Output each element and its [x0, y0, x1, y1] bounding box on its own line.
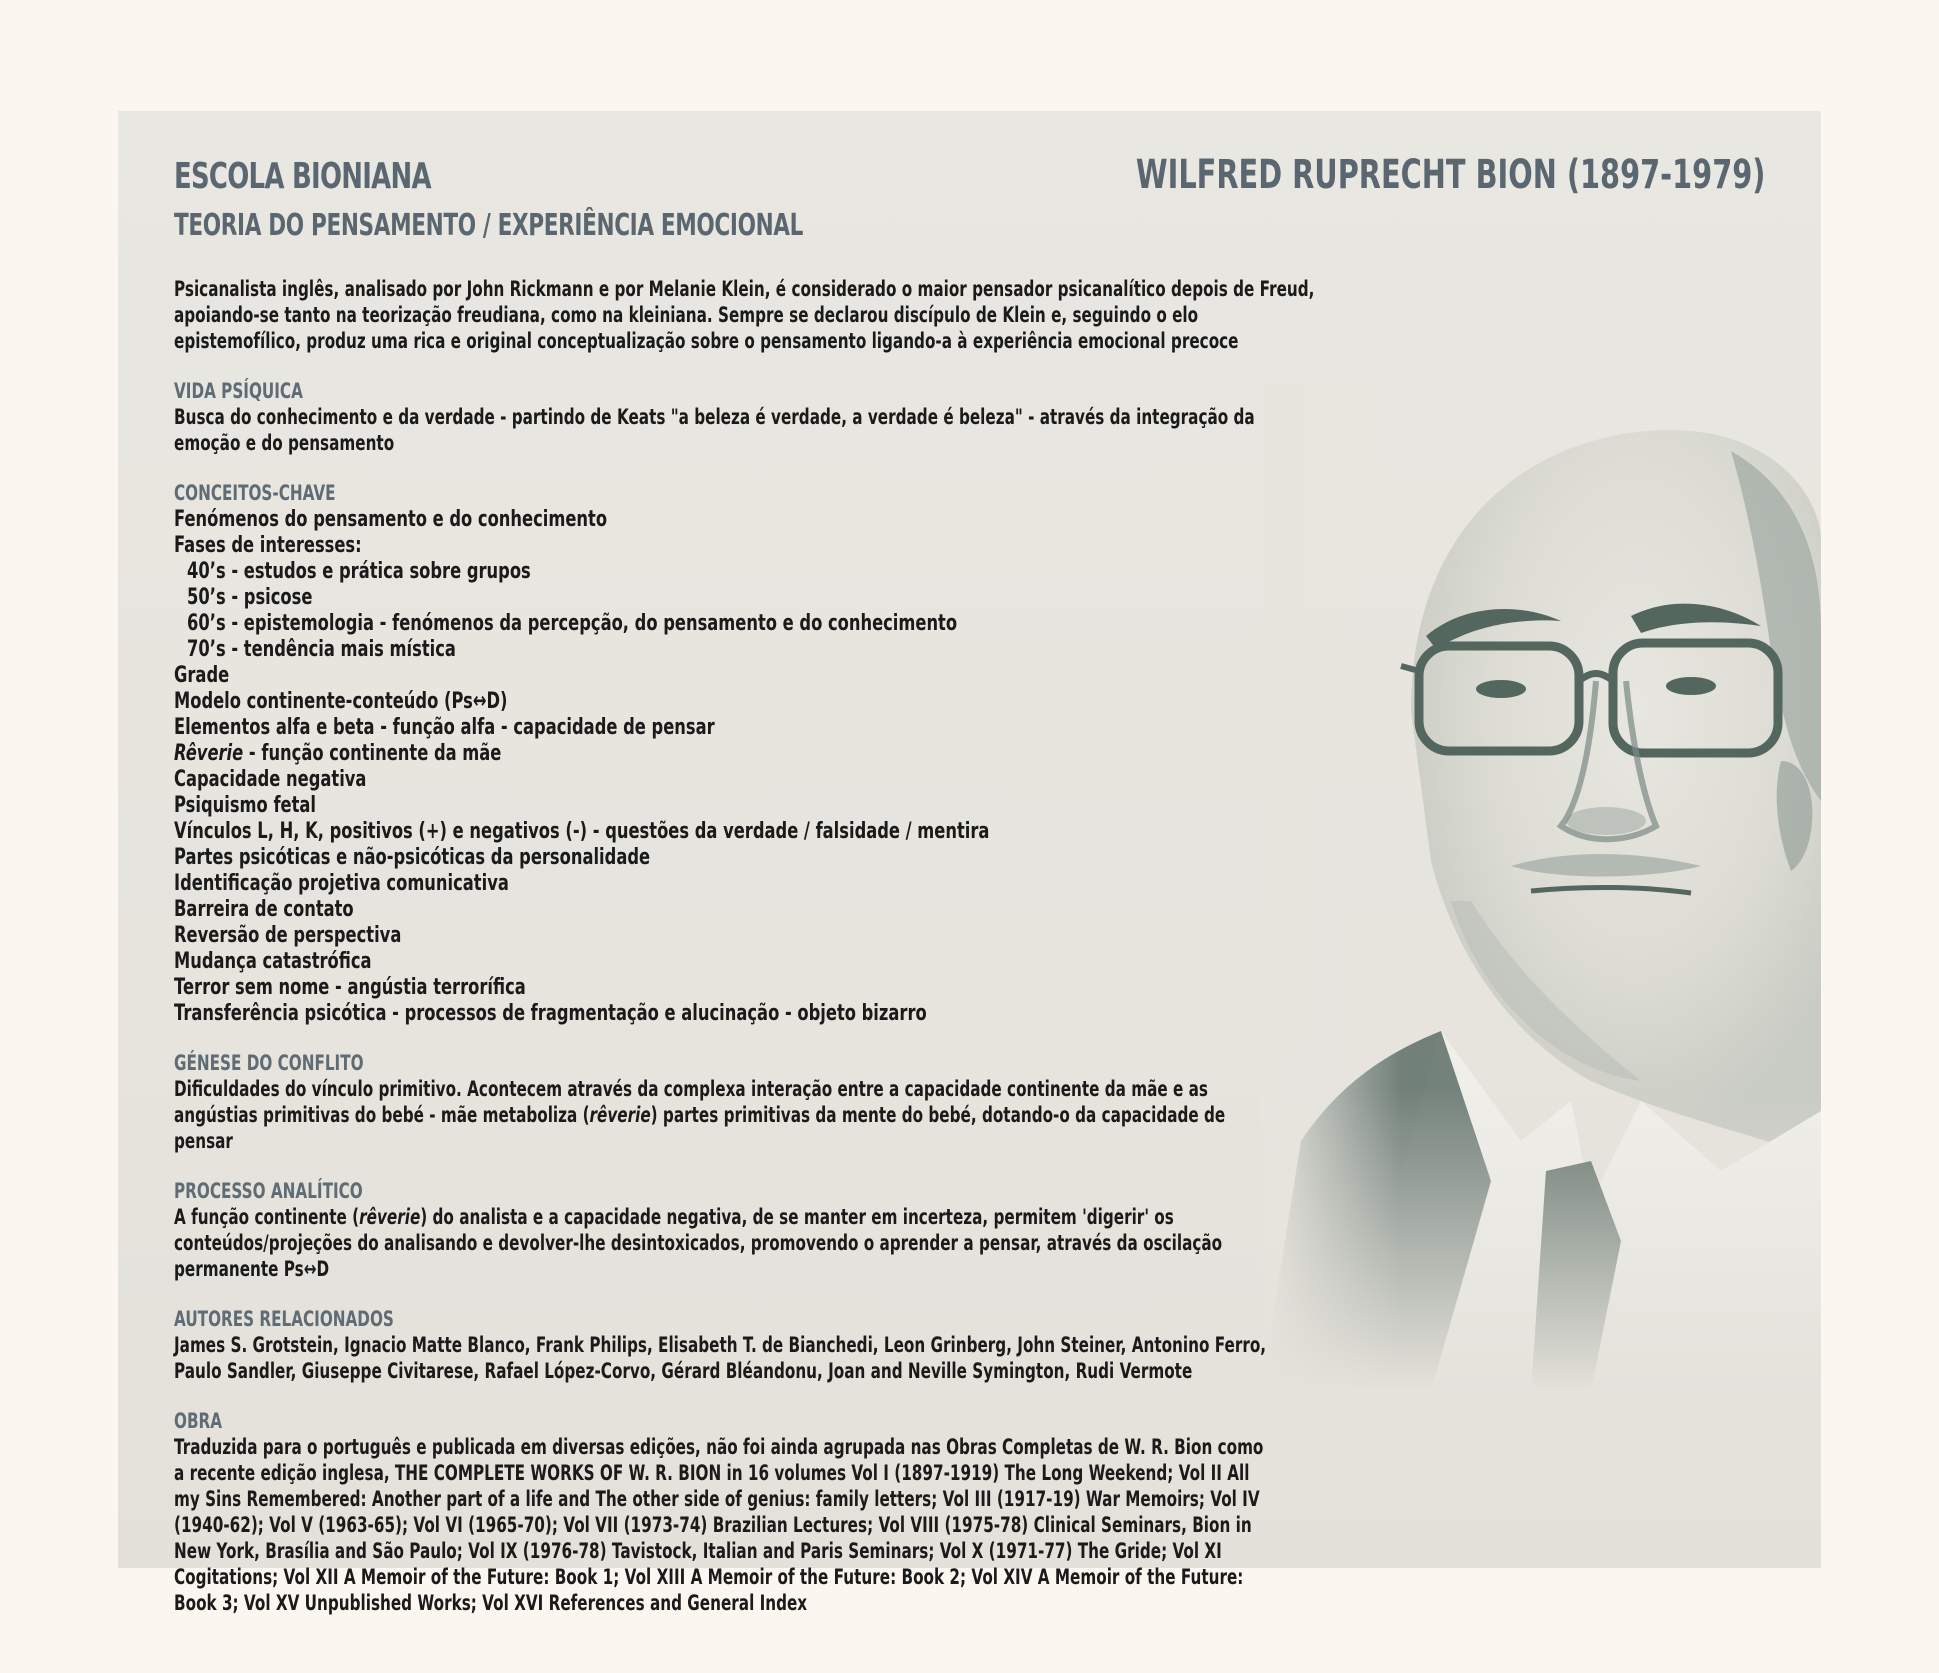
concept-list	[174, 506, 1276, 1026]
list-item: Capacidade negativa	[174, 766, 367, 792]
section-body: James S. Grotstein, Ignacio Matte Blanco, Frank Philips, Elisabeth T. de Bianchedi, Leon Grinberg, John Steiner, Antonino Ferro, Paulo Sandler, Giuseppe Civitarese, Rafael López-Corvo, Gérard Bléandonu, Joan and Neville Symington, Rudi Vermote	[174, 1333, 1267, 1383]
section-obra	[174, 1408, 1276, 1616]
section-title: GÉNESE DO CONFLITO	[174, 1051, 364, 1075]
section-title: AUTORES RELACIONADOS	[174, 1307, 394, 1331]
section-title: OBRA	[174, 1409, 223, 1433]
genese-reverie: rêverie	[589, 1103, 651, 1127]
section-title: VIDA PSÍQUICA	[174, 379, 303, 403]
list-item: Fases de interesses:	[174, 532, 362, 558]
list-item: Psiquismo fetal	[174, 792, 317, 818]
bion-portrait	[1261, 381, 1821, 1391]
list-item: Mudança catastrófica	[174, 948, 372, 974]
section-body: Traduzida para o português e publicada em diversas edições, não foi ainda agrupada nas Obras Completas de W. R. Bion como a recente edição inglesa, THE COMPLETE WORKS OF W. R. BION in 16 volumes Vol I (1897-1919) The Long Weekend; Vol II All my Sins Remembered: Another part of a life and The other side of genius: family letters; Vol III (1917-19) War Memoirs; Vol IV (1940-62); Vol V (1963-65); Vol VI (1965-70); Vol VII (1973-74) Brazilian Lectures; Vol VIII (1975-78) Clinical Seminars, Bion in New York, Brasília and São Paulo; Vol IX (1976-78) Tavistock, Italian and Paris Seminars; Vol X (1971-77) The Gride; Vol XI Cogitations; Vol XII A Memoir of the Future: Book 1; Vol XIII A Memoir of the Future: Book 2; Vol XIV A Memoir of the Future: Book 3; Vol XV Unpublished Works; Vol XVI References and General Index	[174, 1435, 1264, 1615]
genese-text-a: Dificuldades do vínculo primitivo. Acontecem através da complexa interação entre a capacidade continente da mãe e as angústias primitivas do bebé - mãe metaboliza (	[174, 1077, 1208, 1127]
processo-reverie: rêverie	[359, 1205, 421, 1229]
content-column	[174, 276, 1315, 1616]
reverie-desc: - função continente da mãe	[243, 740, 502, 766]
processo-text-b: ) do analista e a capacidade negativa, de se manter em incerteza, permitem 'digerir' os conteúdos/projeções do analisando e devolver-lhe desintoxicados, promovendo o aprender a pensar, através da oscilação permanente Ps↔D	[174, 1205, 1223, 1281]
section-processo-analitico	[174, 1178, 1276, 1282]
section-title: CONCEITOS-CHAVE	[174, 481, 336, 505]
list-item: Fenómenos do pensamento e do conhecimento	[174, 506, 608, 532]
theory-subtitle: TEORIA DO PENSAMENTO / EXPERIÊNCIA EMOCIONAL	[174, 208, 804, 243]
section-body	[174, 1076, 1276, 1154]
section-body	[174, 1204, 1276, 1282]
section-title: PROCESSO ANALÍTICO	[174, 1179, 363, 1203]
list-item: Grade	[174, 662, 230, 688]
author-name: WILFRED RUPRECHT BION (1897-1979)	[1135, 152, 1765, 198]
genese-text-b: ) partes primitivas da mente do bebé, dotando-o da capacidade de pensar	[174, 1103, 1226, 1153]
list-item: 40’s - estudos e prática sobre grupos	[187, 558, 531, 584]
bion-card	[118, 111, 1821, 1615]
list-item	[174, 740, 1276, 766]
reverie-term: Rêverie	[174, 740, 244, 766]
list-item: Elementos alfa e beta - função alfa - capacidade de pensar	[174, 714, 715, 740]
list-item: Partes psicóticas e não-psicóticas da personalidade	[174, 844, 651, 870]
processo-text-a: A função continente (	[174, 1205, 360, 1229]
list-item: 70’s - tendência mais mística	[187, 636, 456, 662]
list-item: Terror sem nome - angústia terrorífica	[174, 974, 526, 1000]
list-item: 50’s - psicose	[187, 584, 313, 610]
school-title: ESCOLA BIONIANA	[174, 156, 431, 197]
header-left	[174, 155, 1048, 245]
section-genese-conflito	[174, 1050, 1276, 1154]
list-item: Barreira de contato	[174, 896, 354, 922]
section-autores-relacionados	[174, 1306, 1276, 1384]
list-item: Modelo continente-conteúdo (Ps↔D)	[174, 688, 508, 714]
list-item: Transferência psicótica - processos de fragmentação e alucinação - objeto bizarro	[174, 1000, 927, 1026]
section-conceitos-chave	[174, 480, 1276, 1026]
list-item: Vínculos L, H, K, positivos (+) e negativos (-) - questões da verdade / falsidade / mentira	[174, 818, 990, 844]
section-body: Busca do conhecimento e da verdade - partindo de Keats "a beleza é verdade, a verdade é beleza" - através da integração da emoção e do pensamento	[174, 405, 1255, 455]
list-item: 60’s - epistemologia - fenómenos da percepção, do pensamento e do conhecimento	[187, 610, 958, 636]
section-vida-psiquica	[174, 378, 1276, 456]
list-item: Reversão de perspectiva	[174, 922, 402, 948]
list-item: Identificação projetiva comunicativa	[174, 870, 509, 896]
intro-paragraph: Psicanalista inglês, analisado por John Rickmann e por Melanie Klein, é considerado o maior pensador psicanalítico depois de Freud, apoiando-se tanto na teorização freudiana, como na kleiniana. Sempre se declarou discípulo de Klein e, seguindo o elo epistemofílico, produz uma rica e original conceptualização sobre o pensamento ligando-a à experiência emocional precoce	[174, 277, 1315, 353]
